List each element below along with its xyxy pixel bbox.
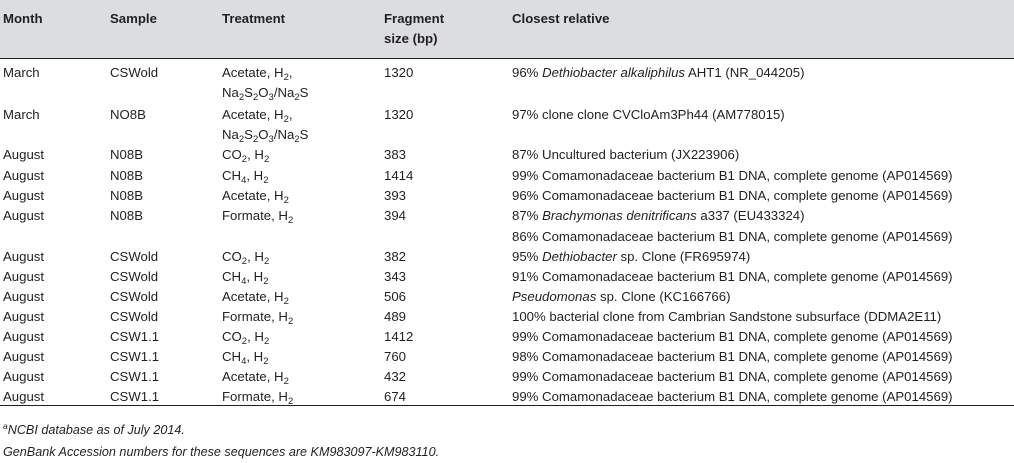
cell-treatment: [222, 287, 289, 307]
cell-sample: CSWold: [110, 309, 159, 324]
footnote-ncbi: [3, 421, 185, 439]
cell-closest-relative: [512, 166, 953, 186]
cell-month: August: [3, 147, 45, 162]
cell-closest-relative: [512, 387, 953, 407]
cell-closest-relative: [512, 287, 730, 307]
cell-month: August: [3, 389, 45, 404]
cell-treatment-line1: Acetate, $H_2$: [222, 369, 289, 387]
cell-treatment: [222, 186, 289, 206]
cell-fragment-size: 1412: [384, 329, 414, 344]
cell-closest-relative: [512, 367, 953, 387]
header-month: Month: [3, 11, 43, 26]
header-treatment: Treatment: [222, 11, 286, 26]
footnote-accession: GenBank Accession numbers for these sequences are KM983097-KM983110.: [3, 445, 440, 459]
cell-sample: CSW1.1: [110, 389, 160, 404]
relative-prefix: 98% Comamonadaceae bacterium B1 DNA, complete genome (AP014569): [512, 349, 953, 364]
relative-prefix: 91% Comamonadaceae bacterium B1 DNA, complete genome (AP014569): [512, 269, 953, 284]
cell-fragment-size: 760: [384, 349, 407, 364]
cell-fragment-size: 382: [384, 249, 407, 264]
header-sample: Sample: [110, 11, 157, 26]
relative-prefix: 96% Comamonadaceae bacterium B1 DNA, complete genome (AP014569): [512, 188, 953, 203]
relative-species-name: Dethiobacter: [542, 249, 617, 264]
cell-treatment: [222, 105, 308, 145]
cell-treatment-line1: Acetate, $H_2$: [222, 289, 289, 307]
cell-sample: CSW1.1: [110, 329, 160, 344]
table-header: [0, 0, 1014, 59]
relative-prefix: 87%: [512, 208, 543, 223]
cell-treatment-line1: Formate, $H_2$: [222, 389, 294, 407]
relative-prefix: 99% Comamonadaceae bacterium B1 DNA, complete genome (AP014569): [512, 168, 953, 183]
relative-prefix: 99% Comamonadaceae bacterium B1 DNA, complete genome (AP014569): [512, 369, 953, 384]
cell-closest-relative: [512, 227, 953, 247]
cell-closest-relative: [512, 186, 953, 206]
cell-month: August: [3, 289, 45, 304]
table-bottom-rule: [0, 405, 1014, 406]
cell-fragment-size: 674: [384, 389, 407, 404]
cell-treatment: [222, 166, 269, 186]
relative-prefix: 99% Comamonadaceae bacterium B1 DNA, complete genome (AP014569): [512, 389, 953, 404]
cell-treatment: [222, 327, 269, 347]
relative-species-name: Brachymonas denitrificans: [542, 208, 697, 223]
cell-fragment-size: 1414: [384, 168, 414, 183]
cell-month: August: [3, 188, 45, 203]
cell-treatment-line1: $CH_4$, $H_2$: [222, 168, 269, 186]
cell-sample: CSWold: [110, 249, 159, 264]
relative-prefix: 97% clone clone CVCloAm3Ph44 (AM778015): [512, 107, 785, 122]
cell-fragment-size: 394: [384, 208, 407, 223]
relative-prefix: 87% Uncultured bacterium (JX223906): [512, 147, 740, 162]
cell-month: March: [3, 65, 40, 80]
cell-treatment: [222, 367, 289, 387]
relative-prefix: 96%: [512, 65, 543, 80]
cell-closest-relative: [512, 247, 750, 267]
cell-fragment-size: 489: [384, 309, 407, 324]
cell-treatment-line1: Acetate, $H_2$,: [222, 65, 293, 83]
cell-treatment-line1: $CH_4$, $H_2$: [222, 269, 269, 287]
cell-treatment: [222, 206, 293, 226]
cell-treatment-line1: $CO_2$, $H_2$: [222, 329, 270, 347]
cell-treatment-line1: $CO_2$, $H_2$: [222, 147, 270, 165]
relative-suffix: sp. Clone (KC166766): [596, 289, 731, 304]
cell-month: March: [3, 107, 40, 122]
footnote-ncbi-text: NCBI database as of July 2014.: [7, 423, 185, 437]
cell-sample: CSWold: [110, 289, 159, 304]
cell-treatment-line1: Acetate, $H_2$: [222, 188, 289, 206]
cell-treatment: [222, 63, 308, 103]
cell-sample: NO8B: [110, 107, 146, 122]
cell-closest-relative: [512, 63, 805, 83]
cell-sample: CSW1.1: [110, 369, 160, 384]
cell-fragment-size: 1320: [384, 65, 414, 80]
cell-treatment-line2: $Na_2S_2O_3/Na_2S$: [222, 127, 309, 145]
header-fragment-line2: size (bp): [384, 31, 438, 46]
cell-closest-relative: [512, 307, 941, 327]
cell-month: August: [3, 269, 45, 284]
cell-treatment: [222, 247, 269, 267]
cell-month: August: [3, 309, 45, 324]
cell-closest-relative: [512, 105, 785, 125]
cell-closest-relative: [512, 347, 953, 367]
cell-fragment-size: 1320: [384, 107, 414, 122]
cell-treatment: [222, 145, 269, 165]
cell-fragment-size: 506: [384, 289, 407, 304]
header-fragment-line1: Fragment: [384, 11, 445, 26]
cell-sample: N08B: [110, 147, 143, 162]
cell-closest-relative: [512, 145, 739, 165]
cell-treatment-line1: Acetate, $H_2$,: [222, 107, 293, 125]
cell-fragment-size: 383: [384, 147, 407, 162]
cell-treatment: [222, 347, 269, 367]
cell-closest-relative: [512, 206, 805, 226]
footnote-marker: a: [3, 421, 8, 431]
relative-suffix: AHT1 (NR_044205): [685, 65, 805, 80]
cell-treatment-line1: Formate, $H_2$: [222, 208, 294, 226]
cell-treatment-line1: $CO_2$, $H_2$: [222, 249, 270, 267]
cell-treatment: [222, 307, 293, 327]
header-fragment-size: [384, 9, 444, 49]
cell-sample: CSWold: [110, 269, 159, 284]
cell-month: August: [3, 349, 45, 364]
relative-suffix: sp. Clone (FR695974): [616, 249, 751, 264]
cell-month: August: [3, 168, 45, 183]
relative-prefix: 99% Comamonadaceae bacterium B1 DNA, complete genome (AP014569): [512, 329, 953, 344]
cell-month: August: [3, 249, 45, 264]
relative-prefix: 86% Comamonadaceae bacterium B1 DNA, complete genome (AP014569): [512, 229, 953, 244]
cell-fragment-size: 343: [384, 269, 407, 284]
cell-treatment-line1: $CH_4$, $H_2$: [222, 349, 269, 367]
header-closest-relative: Closest relative: [512, 11, 610, 26]
cell-closest-relative: [512, 327, 953, 347]
relative-species-name: Pseudomonas: [512, 289, 597, 304]
cell-treatment-line1: Formate, $H_2$: [222, 309, 294, 327]
cell-sample: N08B: [110, 188, 143, 203]
cell-fragment-size: 393: [384, 188, 407, 203]
cell-closest-relative: [512, 267, 953, 287]
cell-sample: CSW1.1: [110, 349, 160, 364]
relative-prefix: 100% bacterial clone from Cambrian Sandstone subsurface (DDMA2E11): [512, 309, 942, 324]
cell-month: August: [3, 208, 45, 223]
cell-sample: N08B: [110, 168, 143, 183]
cell-month: August: [3, 329, 45, 344]
cell-sample: CSWold: [110, 65, 159, 80]
cell-treatment-line2: $Na_2S_2O_3/Na_2S$: [222, 85, 309, 103]
cell-treatment: [222, 387, 293, 407]
cell-treatment: [222, 267, 269, 287]
cell-sample: N08B: [110, 208, 143, 223]
relative-prefix: 95%: [512, 249, 543, 264]
relative-suffix: a337 (EU433324): [696, 208, 805, 223]
cell-month: August: [3, 369, 45, 384]
cell-fragment-size: 432: [384, 369, 407, 384]
relative-species-name: Dethiobacter alkaliphilus: [542, 65, 686, 80]
